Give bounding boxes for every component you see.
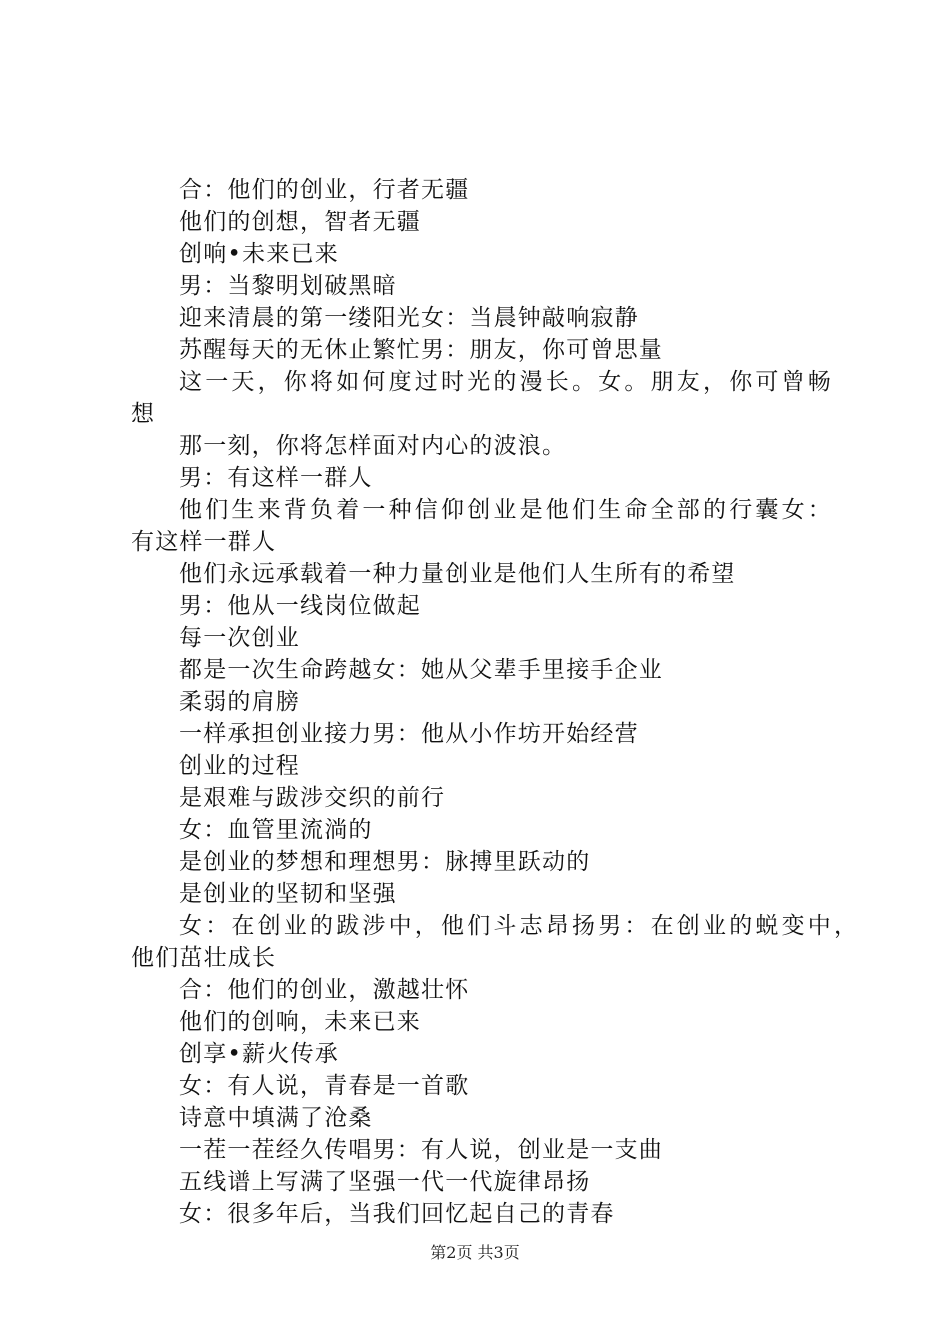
text-line: 苏醒每天的无休止繁忙男：朋友，你可曾思量	[179, 337, 663, 363]
text-line: 女：有人说，青春是一首歌	[179, 1073, 470, 1099]
text-line: 女：很多年后，当我们回忆起自己的青春	[179, 1201, 615, 1227]
text-line: 创响•未来已来	[179, 241, 339, 267]
text-line: 是创业的坚韧和坚强	[179, 881, 397, 907]
page-number-footer: 第2页 共3页	[430, 1243, 520, 1262]
text-line: 合：他们的创业，激越壮怀	[179, 977, 470, 1003]
text-line: 是创业的梦想和理想男：脉搏里跃动的	[179, 849, 591, 875]
text-line: 每一次创业	[179, 625, 300, 651]
document-body	[131, 174, 861, 1230]
text-line-continuation: 有这样一群人	[131, 529, 277, 555]
text-line: 合：他们的创业，行者无疆	[179, 177, 470, 203]
text-line: 一茬一茬经久传唱男：有人说，创业是一支曲	[179, 1137, 663, 1163]
text-line-continuation: 他们茁壮成长	[131, 945, 277, 971]
text-line: 创享•薪火传承	[179, 1041, 339, 1067]
text-line: 都是一次生命跨越女：她从父辈手里接手企业	[179, 657, 663, 683]
text-line: 男：他从一线岗位做起	[179, 593, 421, 619]
text-line: 他们永远承载着一种力量创业是他们人生所有的希望	[179, 561, 736, 587]
text-line: 一样承担创业接力男：他从小作坊开始经营	[179, 721, 639, 747]
text-line: 他们的创想，智者无疆	[179, 209, 421, 235]
text-line: 这一天，你将如何度过时光的漫长。女。朋友，你可曾畅	[179, 369, 834, 395]
text-line: 诗意中填满了沧桑	[179, 1105, 373, 1131]
text-line: 男：当黎明划破黑暗	[179, 273, 397, 299]
text-line: 女：在创业的跋涉中，他们斗志昂扬男：在创业的蜕变中，	[179, 913, 861, 939]
text-line: 五线谱上写满了坚强一代一代旋律昂扬	[179, 1169, 591, 1195]
text-line: 是艰难与跋涉交织的前行	[179, 785, 446, 811]
text-line: 他们生来背负着一种信仰创业是他们生命全部的行囊女：	[179, 497, 834, 523]
text-line: 那一刻，你将怎样面对内心的波浪。	[179, 433, 567, 459]
text-line: 他们的创响，未来已来	[179, 1009, 421, 1035]
text-line-continuation: 想	[131, 401, 156, 427]
text-line: 柔弱的肩膀	[179, 689, 300, 715]
text-line: 男：有这样一群人	[179, 465, 373, 491]
text-line: 创业的过程	[179, 753, 300, 779]
text-line: 迎来清晨的第一缕阳光女：当晨钟敲响寂静	[179, 305, 639, 331]
text-line: 女：血管里流淌的	[179, 817, 373, 843]
